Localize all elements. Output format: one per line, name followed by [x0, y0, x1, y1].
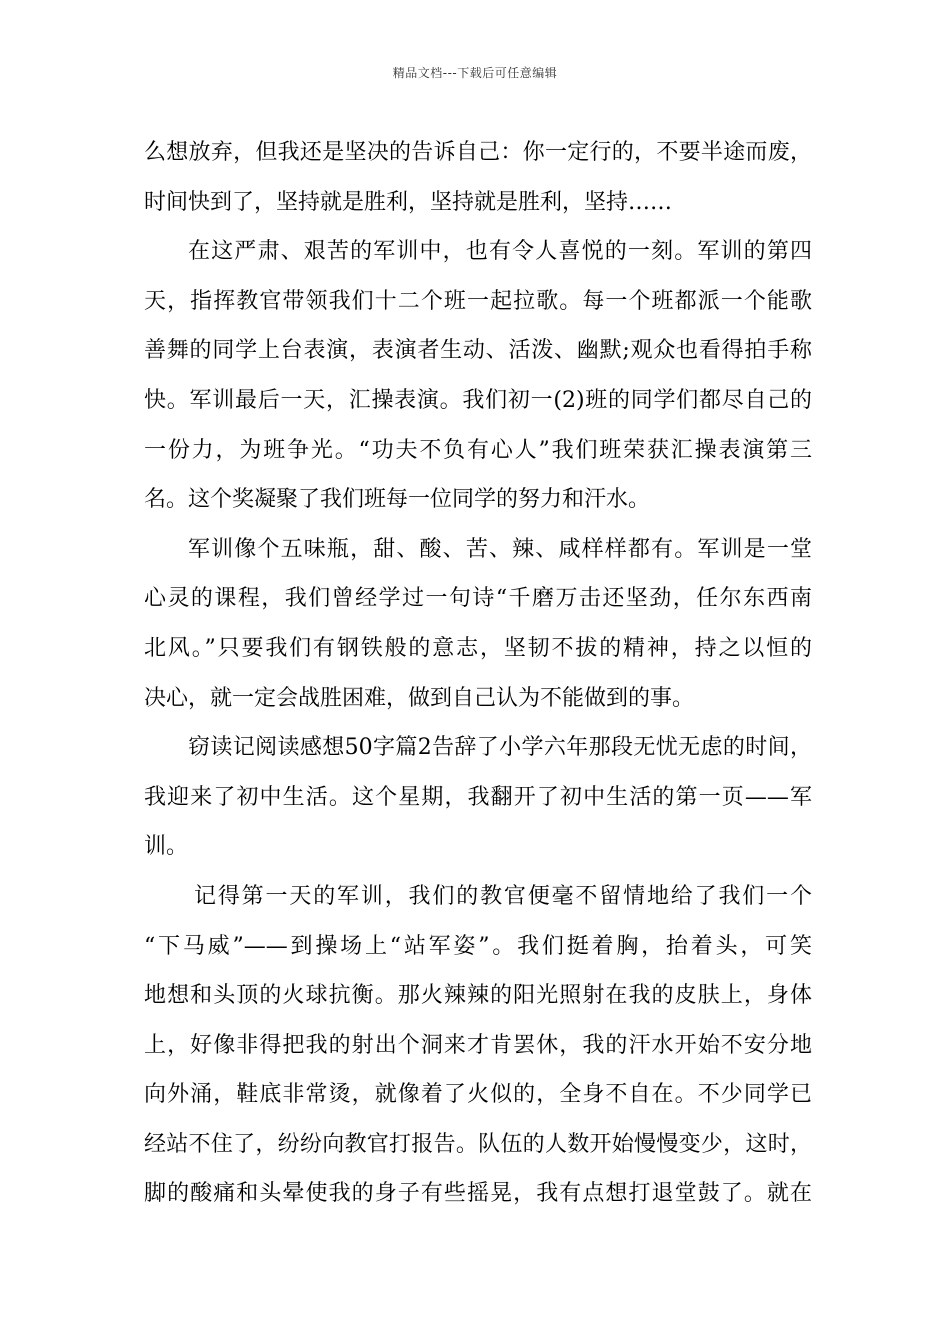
text-line: 快。军训最后一天，汇操表演。我们初一(2)班的同学们都尽自己的	[144, 387, 812, 413]
text-line: “下马威”——到操场上“站军姿”。我们挺着胸，抬着头，可笑	[144, 933, 812, 959]
text-line: 记得第一天的军训，我们的教官便毫不留情地给了我们一个	[194, 883, 812, 909]
text-line: 时间快到了，坚持就是胜利，坚持就是胜利，坚持……	[144, 189, 673, 215]
text-line: 经站不住了，纷纷向教官打报告。队伍的人数开始慢慢变少，这时，	[144, 1131, 812, 1157]
text-line: 上，好像非得把我的射出个洞来才肯罢休，我的汗水开始不安分地	[144, 1032, 812, 1058]
text-line: 在这严肃、艰苦的军训中，也有令人喜悦的一刻。军训的第四	[188, 239, 812, 265]
text-line: 脚的酸痛和头晕使我的身子有些摇晃，我有点想打退堂鼓了。就在	[144, 1181, 812, 1207]
text-line: 决心，就一定会战胜困难，做到自己认为不能做到的事。	[144, 685, 695, 711]
text-line: 善舞的同学上台表演，表演者生动、活泼、幽默;观众也看得拍手称	[144, 338, 812, 364]
text-line: 军训像个五味瓶，甜、酸、苦、辣、咸样样都有。军训是一堂	[188, 536, 812, 562]
page-header: 精品文档---下载后可任意编辑	[392, 66, 558, 80]
text-line: 窃读记阅读感想50字篇2告辞了小学六年那段无忧无虑的时间，	[188, 735, 812, 761]
text-line: 我迎来了初中生活。这个星期，我翻开了初中生活的第一页——军	[144, 784, 812, 810]
document-body	[144, 128, 812, 1219]
text-line: 训。	[144, 834, 189, 860]
text-line: 北风。”只要我们有钢铁般的意志，坚韧不拔的精神，持之以恒的	[144, 635, 812, 661]
text-line: 天，指挥教官带领我们十二个班一起拉歌。每一个班都派一个能歌	[144, 288, 812, 314]
text-line: 一份力，为班争光。“功夫不负有心人”我们班荣获汇操表演第三	[144, 437, 812, 463]
text-line: 向外涌，鞋底非常烫，就像着了火似的，全身不自在。不少同学已	[144, 1082, 812, 1108]
text-line: 地想和头顶的火球抗衡。那火辣辣的阳光照射在我的皮肤上，身体	[144, 983, 812, 1009]
text-line: 么想放弃，但我还是坚决的告诉自己：你一定行的，不要半途而废，	[144, 140, 812, 165]
text-line: 名。这个奖凝聚了我们班每一位同学的努力和汗水。	[144, 487, 651, 513]
text-line: 心灵的课程，我们曾经学过一句诗“千磨万击还坚劲，任尔东西南	[144, 586, 812, 612]
